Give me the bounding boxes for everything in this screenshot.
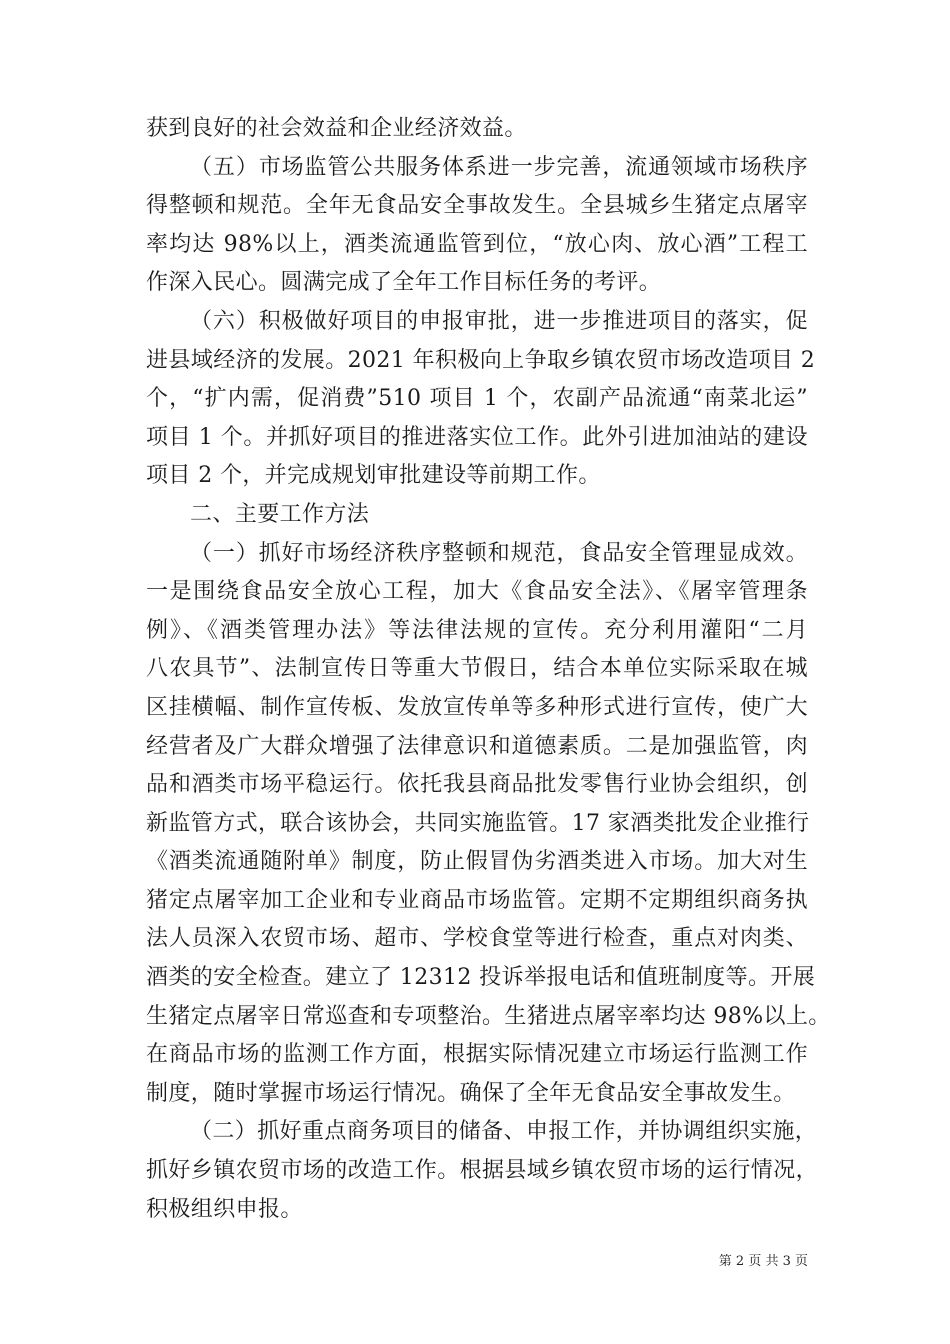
text-line: 项目 2 个，并完成规划审批建设等前期工作。 [146,463,601,489]
paragraph-p0 [146,110,808,149]
text-line: 积极组织申报。 [146,1196,303,1222]
paragraph-p2 [146,303,816,496]
text-line: 二、主要工作方法 [190,501,370,527]
text-line: 猪定点屠宰加工企业和专业商品市场监管。定期不定期组织商务执 [146,887,808,913]
text-line: 《酒类流通随附单》制度，防止假冒伪劣酒类进入市场。加大对生 [146,849,808,875]
text-line: （二）抓好重点商务项目的储备、申报工作，并协调组织实施， [190,1119,818,1145]
text-line: 生猪定点屠宰日常巡查和专项整治。生猪进点屠宰率均达 98%以上。 [146,1003,831,1029]
text-line: 在商品市场的监测工作方面，根据实际情况建立市场运行监测工作 [146,1042,808,1068]
text-line: 作深入民心。圆满完成了全年工作目标任务的考评。 [146,270,662,296]
text-line: 法人员深入农贸市场、超市、学校食堂等进行检查，重点对肉类、 [146,926,808,952]
text-line: 抓好乡镇农贸市场的改造工作。根据县域乡镇农贸市场的运行情况， [146,1158,819,1184]
text-line: 品和酒类市场平稳运行。依托我县商品批发零售行业协会组织，创 [146,772,808,798]
text-line: （一）抓好市场经济秩序整顿和规范，食品安全管理显成效。 [190,540,808,566]
page-number-footer: 第 2 页 共 3 页 [718,1254,808,1269]
paragraph-p4 [146,535,831,1114]
text-line: 酒类的安全检查。建立了 12312 投诉举报电话和值班制度等。开展 [146,965,816,991]
text-line: 个，“扩内需，促消费”510 项目 1 个，农副产品流通“南菜北运” [146,386,808,412]
text-line: 进县域经济的发展。2021 年积极向上争取乡镇农贸市场改造项目 2 [146,347,816,373]
text-line: 项目 1 个。并抓好项目的推进落实位工作。此外引进加油站的建设 [146,424,808,450]
text-line: 例》、《酒类管理办法》等法律法规的宣传。充分利用灌阳“二月 [146,617,808,643]
document-body [146,110,831,1229]
paragraph-p5 [146,1113,819,1229]
text-line: 得整顿和规范。全年无食品安全事故发生。全县城乡生猪定点屠宰 [146,193,808,219]
text-line: 制度，随时掌握市场运行情况。确保了全年无食品安全事故发生。 [146,1080,796,1106]
text-line: 经营者及广大群众增强了法律意识和道德素质。二是加强监管，肉 [146,733,808,759]
text-line: 八农具节”、法制宣传日等重大节假日，结合本单位实际采取在城 [146,656,808,682]
text-line: （五）市场监管公共服务体系进一步完善，流通领域市场秩序 [190,154,808,180]
text-line: 新监管方式，联合该协会，共同实施监管。17 家酒类批发企业推行 [146,810,810,836]
text-line: 区挂横幅、制作宣传板、发放宣传单等多种形式进行宣传，使广大 [146,694,808,720]
text-line: 率均达 98%以上，酒类流通监管到位，“放心肉、放心酒”工程工 [146,231,808,257]
paragraph-p3 [146,496,808,535]
text-line: 获到良好的社会效益和企业经济效益。 [146,116,527,141]
text-line: （六）积极做好项目的申报审批，进一步推进项目的落实，促 [190,308,808,334]
text-line: 一是围绕食品安全放心工程，加大《食品安全法》、《屠宰管理条 [146,579,808,605]
paragraph-p1 [146,149,808,303]
